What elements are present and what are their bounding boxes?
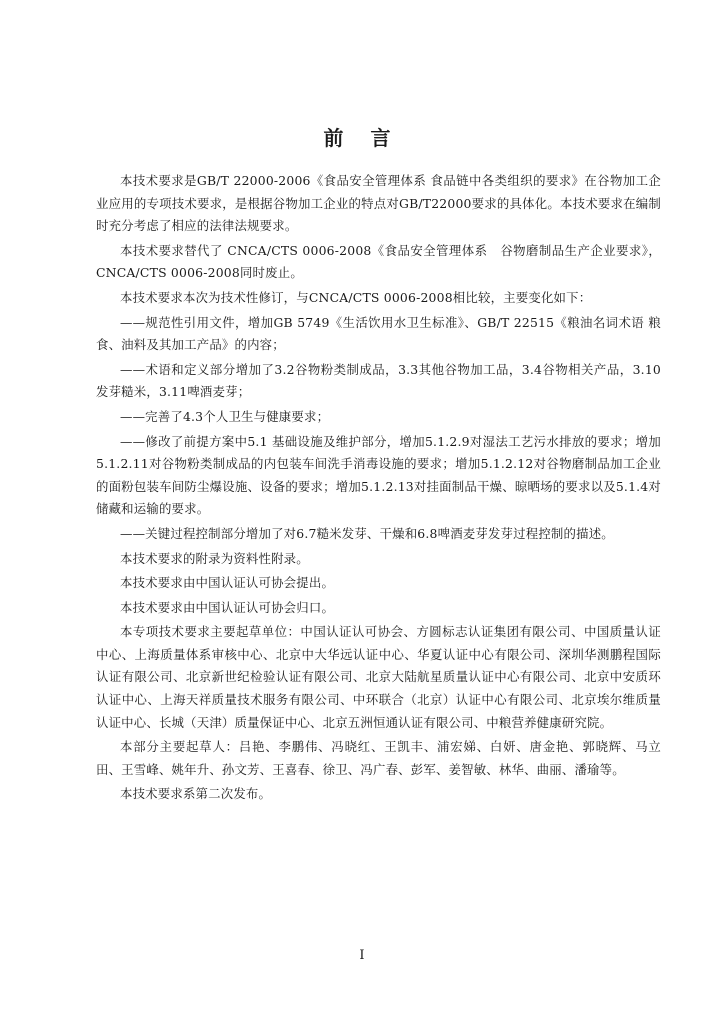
paragraph: ——修改了前提方案中5.1 基础设施及维护部分，增加5.1.2.9对湿法工艺污水排放的要求；增加5.1.2.11对谷物粉类制成品的内包装车间洗手消毒设施的要求；增加5.1.2.12对谷物磨制品加工企业的面粉包装车间防尘爆设施、设备的要求；增加5.1.2.13对挂面制品干燥、晾晒场的要求以及5.1.4对储藏和运输的要求。: [96, 433, 661, 517]
page-number: I: [359, 948, 365, 963]
paragraph: 本技术要求的附录为资料性附录。: [120, 550, 309, 566]
paragraph: 本技术要求替代了 CNCA/CTS 0006-2008《食品安全管理体系 谷物磨制品生产企业要求》，CNCA/CTS 0006-2008同时废止。: [96, 242, 661, 281]
paragraph: 本技术要求本次为技术性修订，与CNCA/CTS 0006-2008相比较，主要变化如下：: [120, 289, 592, 305]
paragraph: ——关键过程控制部分增加了对6.7糙米发芽、干燥和6.8啤酒麦芽发芽过程控制的描述。: [120, 525, 614, 541]
paragraph: 本部分主要起草人：吕艳、李鹏伟、冯晓红、王凯丰、浦宏娣、白妍、唐金艳、郭晓辉、马立田、王雪峰、姚年升、孙文芳、王喜春、徐卫、冯广春、彭军、姜智敏、林华、曲丽、潘瑜等。: [96, 739, 661, 777]
page-title: 前 言: [323, 126, 401, 150]
paragraph: 本技术要求由中国认证认可协会提出。: [120, 575, 335, 591]
paragraph: 本技术要求是GB/T 22000-2006《食品安全管理体系 食品链中各类组织的要求》在谷物加工企业应用的专项技术要求，是根据谷物加工企业的特点对GB/T22000要求的具体化。本技术要求在编制时充分考虑了相应的法律法规要求。: [96, 173, 661, 234]
paragraph: 本专项技术要求主要起草单位：中国认证认可协会、方圆标志认证集团有限公司、中国质量认证中心、上海质量体系审核中心、北京中大华远认证中心、华夏认证中心有限公司、深圳华测鹏程国际认证有限公司、北京新世纪检验认证有限公司、北京大陆航星质量认证中心有限公司、北京中安质环认证中心、上海天祥质量技术服务有限公司、中环联合（北京）认证中心有限公司、北京埃尔维质量认证中心、长城（天津）质量保证中心、北京五洲恒通认证有限公司、中粮营养健康研究院。: [96, 624, 661, 730]
paragraph: 本技术要求由中国认证认可协会归口。: [120, 599, 335, 615]
paragraph: 本技术要求系第二次发布。: [120, 786, 272, 802]
paragraph: ——术语和定义部分增加了3.2谷物粉类制成品，3.3其他谷物加工品，3.4谷物相关产品，3.10发芽糙米，3.11啤酒麦芽；: [96, 361, 661, 400]
document-body: [96, 170, 661, 808]
paragraph: ——规范性引用文件，增加GB 5749《生活饮用水卫生标准》、GB/T 22515《粮油名词术语 粮食、油料及其加工产品》的内容；: [96, 314, 661, 353]
paragraph: ——完善了4.3个人卫生与健康要求；: [120, 408, 330, 424]
